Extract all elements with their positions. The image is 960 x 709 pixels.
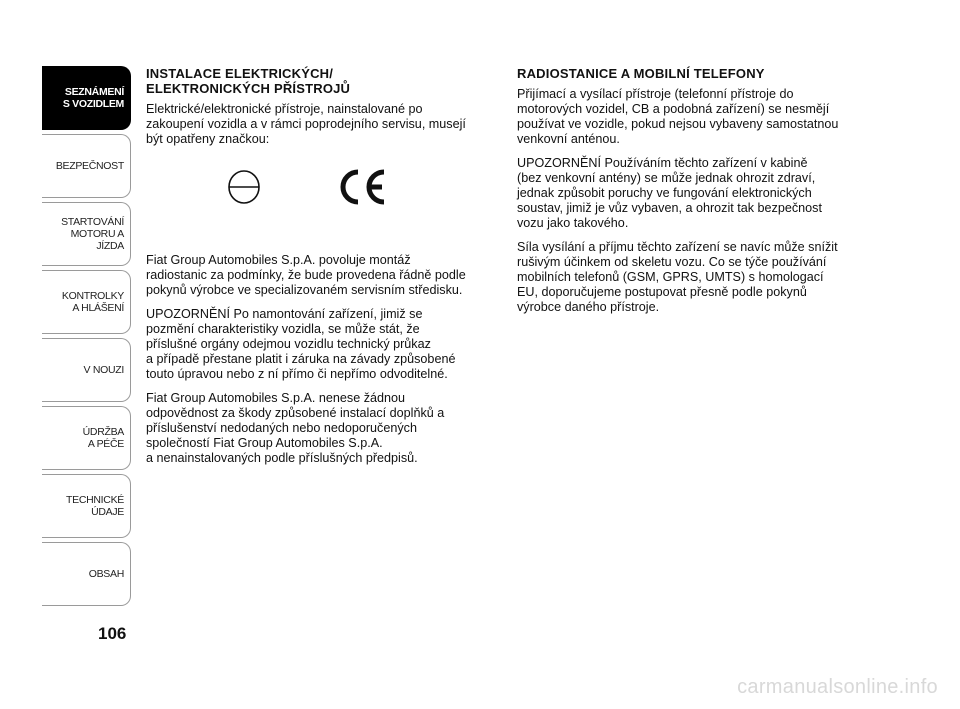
paragraph-signal: Síla vysílání a příjmu těchto zařízení se navíc může snížit rušivým účinkem od skeletu vozu. Co se týče používání mobilních telefonů (GSM, GPRS, UMTS) s homologací EU, doporučujeme postupovat přesně podle pokynů výrobce daného přístroje.: [517, 240, 838, 314]
tab-kontrolky[interactable]: KONTROLKY A HLÁŠENÍ: [42, 270, 131, 334]
ce-mark-icon: [334, 167, 390, 212]
tab-udrzba[interactable]: ÚDRŽBA A PÉČE: [42, 406, 131, 470]
watermark: carmanualsonline.info: [737, 676, 938, 698]
tab-technicke-udaje[interactable]: TECHNICKÉ ÚDAJE: [42, 474, 131, 538]
paragraph-radio-intro: Přijímací a vysílací přístroje (telefonní přístroje do motorových vozidel, CB a podobná zařízení) se nesmějí používat ve vozidle, pokud nejsou vybaveny samostatnou venkovní anténou.: [517, 87, 839, 146]
right-column: [517, 66, 877, 324]
section-title-radio: RADIOSTANICE A MOBILNÍ TELEFONY: [517, 66, 765, 81]
paragraph-fiat-liability: Fiat Group Automobiles S.p.A. nenese žádnou odpovědnost za škody způsobené instalací doplňků a příslušenství nedodaných nebo nedoporučených společností Fiat Group Automobiles S.p.A. a nenainstalovaných podle příslušných předpisů.: [146, 391, 445, 465]
paragraph-fiat-permits: Fiat Group Automobiles S.p.A. povoluje montáž radiostanic za podmínky, že bude provedena řádně podle pokynů výrobce ve specializovaném servisním středisku.: [146, 253, 466, 297]
section-title-installation: INSTALACE ELEKTRICKÝCH/ ELEKTRONICKÝCH PŘÍSTROJŮ: [146, 66, 351, 96]
left-column: [146, 66, 502, 475]
tab-startovani-motoru[interactable]: STARTOVÁNÍ MOTORU A JÍZDA: [42, 202, 131, 266]
page-number: 106: [98, 624, 127, 643]
paragraph-warning-radio: UPOZORNĚNÍ Používáním těchto zařízení v kabině (bez venkovní antény) se může jednak ohrozit zdraví, jednak způsobit poruchy ve fungování elektronických soustav, jimiž je vůz vybaven, a ohrozit tak bezpečnost vozu jako takového.: [517, 156, 822, 230]
tab-obsah[interactable]: OBSAH: [42, 542, 131, 606]
tab-v-nouzi[interactable]: V NOUZI: [42, 338, 131, 402]
paragraph-intro: Elektrické/elektronické přístroje, nainstalované po zakoupení vozidla a v rámci poprodejního servisu, musejí být opatřeny značkou:: [146, 102, 466, 146]
approval-marks: [146, 163, 502, 241]
tab-bezpecnost[interactable]: BEZPEČNOST: [42, 134, 131, 198]
tab-seznameni-s-vozidlem[interactable]: SEZNÁMENÍ S VOZIDLEM: [42, 66, 131, 130]
e-mark-icon: [226, 167, 262, 212]
paragraph-warning-installation: UPOZORNĚNÍ Po namontování zařízení, jimiž se pozmění charakteristiky vozidla, se může stát, že příslušné orgány odejmou vozidlu technický průkaz a případě přestane platit i záruka na závady způsobené touto úpravou nebo z ní přímo či nepřímo odvoditelné.: [146, 307, 456, 381]
